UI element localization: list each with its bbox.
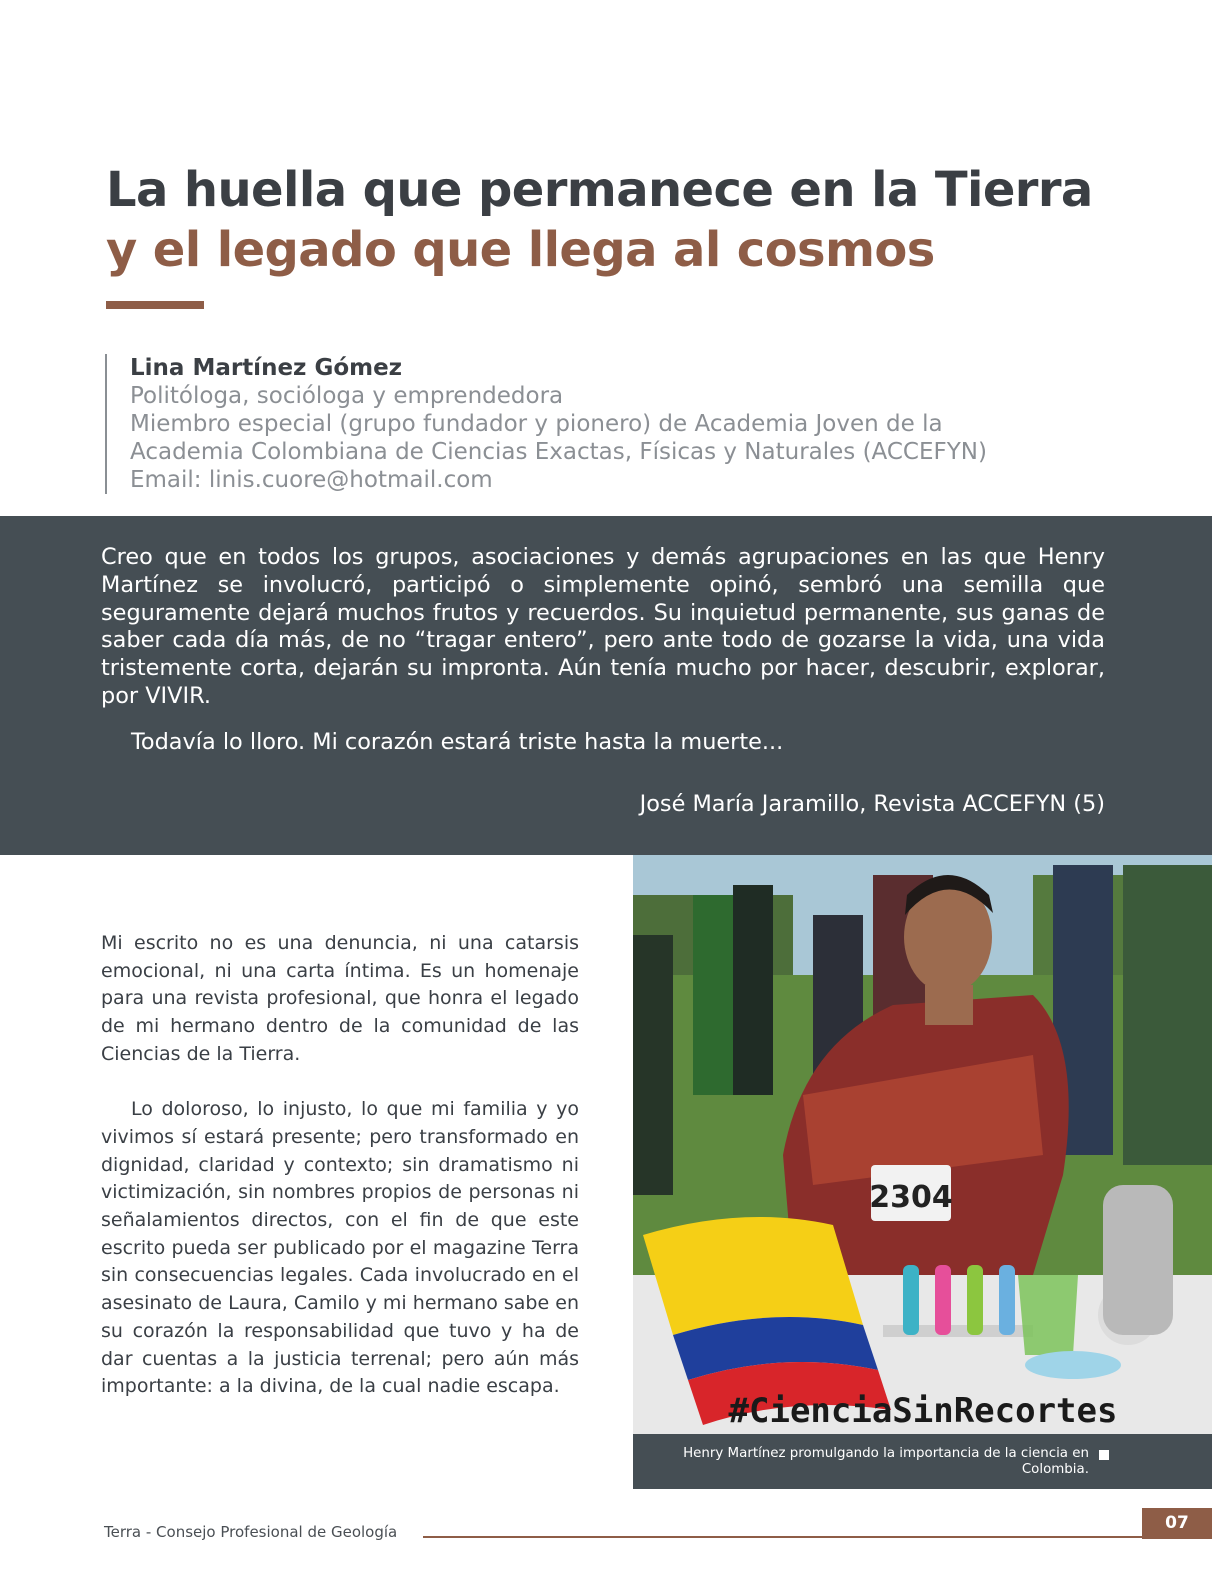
- quote-paragraph: Creo que en todos los grupos, asociaciones y demás agrupaciones en las que Henry Martínez se involucró, participó o simplemente opinó, sembró una semilla que seguramente dejará muchos frutos y recuerdos. Su inquietud permanente, sus ganas de saber cada día más, de no “tragar entero”, pero ante todo de gozarse la vida, una vida tristemente corta, dejarán su impronta. Aún tenía mucho por hacer, descubrir, explorar, por VIVIR.: [101, 544, 1105, 709]
- photo-illustration: [633, 855, 1212, 1434]
- hashtag-text: #CienciaSinRecortes: [728, 1391, 1118, 1431]
- footer-publication: Terra - Consejo Profesional de Geología: [104, 1523, 398, 1541]
- author-block: [105, 354, 1150, 494]
- title-underline: [106, 301, 204, 309]
- author-membership-line1: Miembro especial (grupo fundador y pionero) de Academia Joven de la: [130, 411, 943, 437]
- bib-number: 2304: [869, 1180, 953, 1215]
- article-photo: [633, 855, 1212, 1434]
- article-title-line1: La huella que permanece en la Tierra: [106, 162, 1093, 218]
- author-email: Email: linis.cuore@hotmail.com: [130, 467, 493, 493]
- author-name: Lina Martínez Gómez: [130, 355, 403, 381]
- author-membership-line2: Academia Colombiana de Ciencias Exactas, Físicas y Naturales (ACCEFYN): [130, 439, 987, 465]
- caption-square-icon: [1099, 1450, 1109, 1460]
- body-paragraph-2: Lo doloroso, lo injusto, lo que mi familia y yo vivimos sí estará presente; pero transformado en dignidad, claridad y contexto; sin dramatismo ni victimización, sin nombres propios de personas ni señalamientos directos, con el fin de que este escrito pueda ser publicado por el magazine Terra sin consecuencias legales. Cada involucrado en el asesinato de Laura, Camilo y mi hermano sabe en su corazón la responsabilidad que tuvo y ha de dar cuentas a la justicia terrenal; pero aún más importante: a la divina, de la cual nadie escapa.: [101, 1098, 579, 1398]
- quote-line2: Todavía lo lloro. Mi corazón estará triste hasta la muerte...: [131, 729, 784, 755]
- photo-caption-text: Henry Martínez promulgando la importancia de la ciencia en Colombia.: [683, 1446, 1089, 1477]
- page-number: 07: [1142, 1508, 1212, 1539]
- footer-rule: [423, 1536, 1142, 1538]
- photo-caption: [633, 1434, 1212, 1489]
- body-paragraph-1: Mi escrito no es una denuncia, ni una catarsis emocional, ni una carta íntima. Es un homenaje para una revista profesional, que honra el legado de mi hermano dentro de la comunidad de las Ciencias de la Tierra.: [101, 932, 579, 1065]
- body-column: [101, 930, 579, 1401]
- article-title-line2: y el legado que llega al cosmos: [106, 222, 935, 278]
- article-title: [106, 160, 1166, 280]
- quote-source: José María Jaramillo, Revista ACCEFYN (5): [639, 791, 1105, 817]
- author-role: Politóloga, socióloga y emprendedora: [130, 383, 564, 409]
- quote-box: [0, 516, 1212, 855]
